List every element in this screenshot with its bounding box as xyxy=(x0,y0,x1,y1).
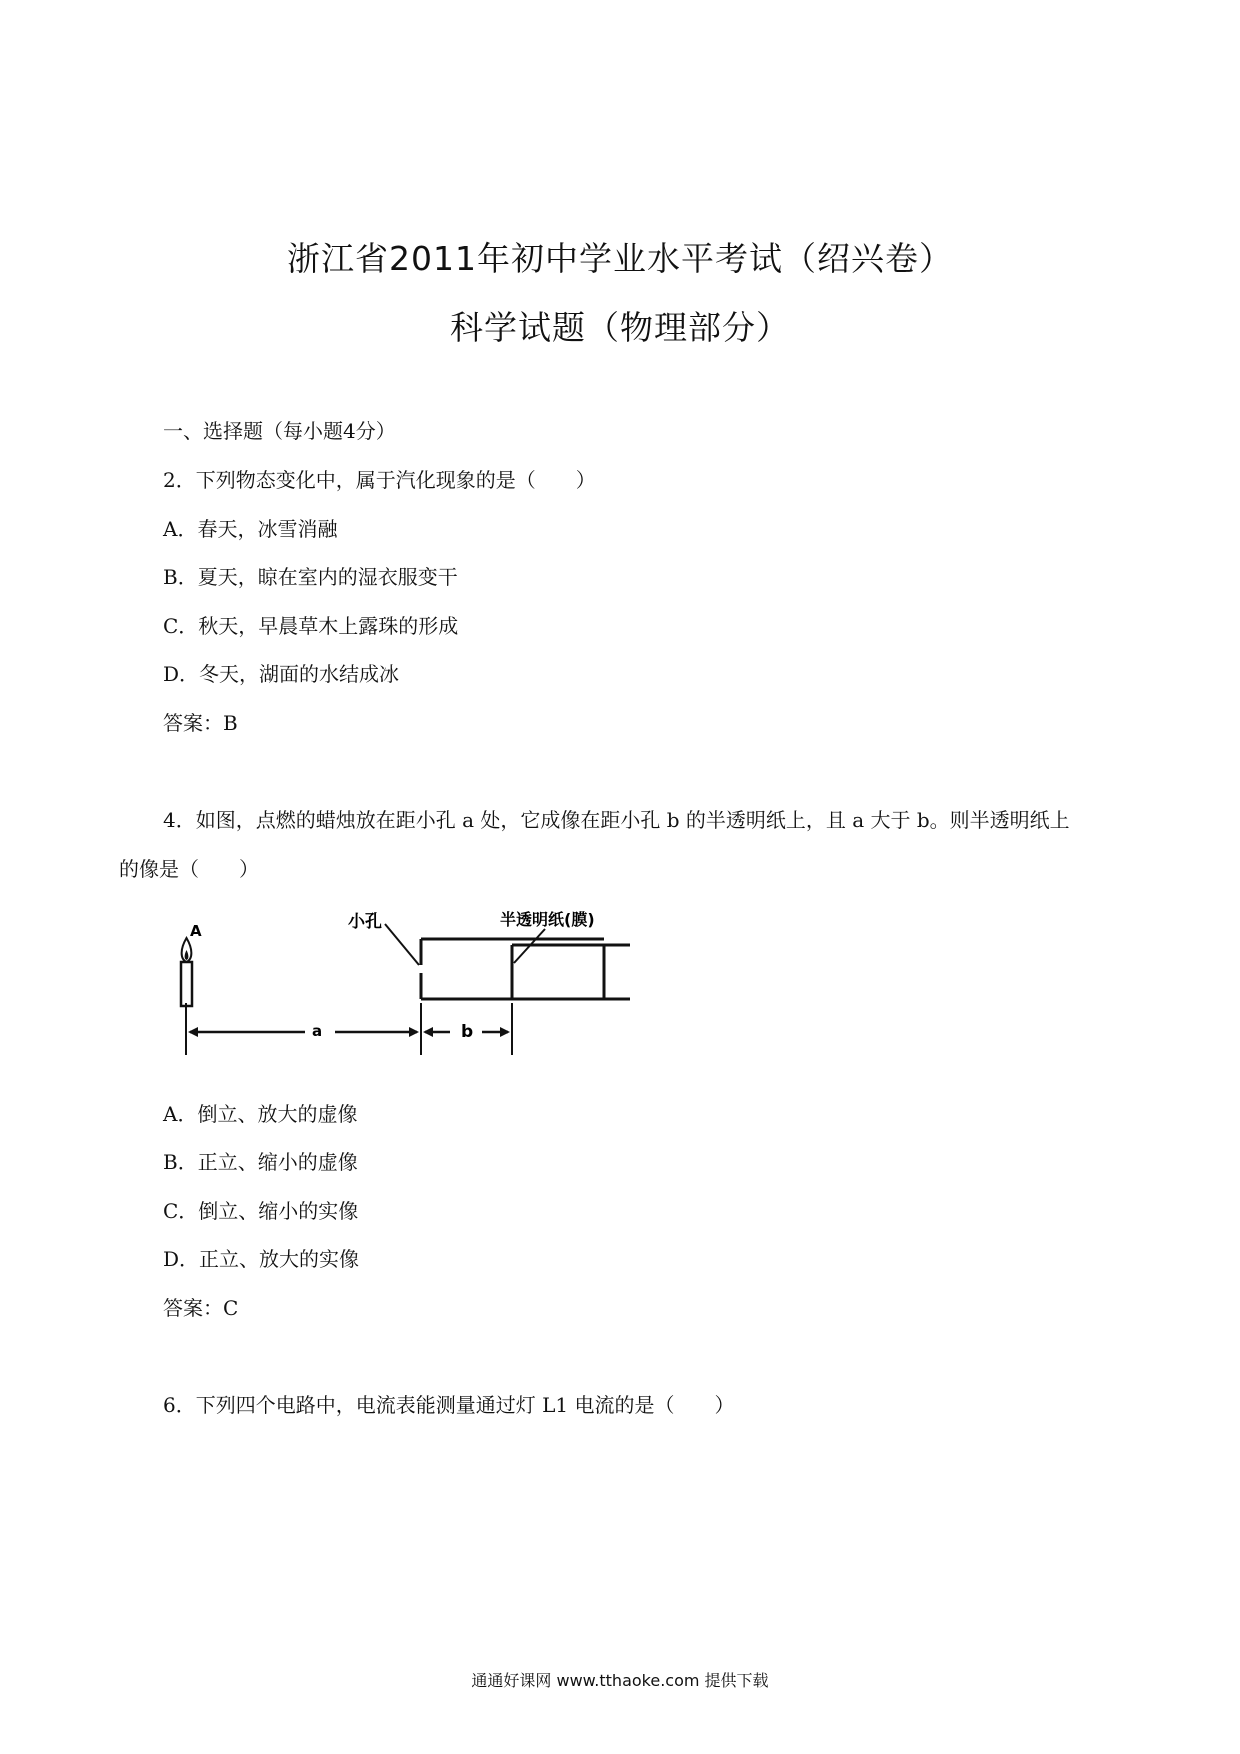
q4-stem-line-2: 的像是（ ） xyxy=(119,857,259,881)
title-line-1: 浙江省2011年初中学业水平考试（绍兴卷） xyxy=(287,239,953,278)
footer: 通通好课网 www.tthaoke.com 提供下载 xyxy=(471,1671,769,1690)
label-hole: 小孔 xyxy=(348,912,382,932)
q6-stem: 6．下列四个电路中，电流表能测量通过灯 L1 电流的是（ ） xyxy=(163,1393,735,1417)
label-screen: 半透明纸(膜) xyxy=(500,910,595,929)
label-b: b xyxy=(461,1022,474,1042)
q4-answer: 答案：C xyxy=(163,1296,239,1320)
label-candle: A xyxy=(190,922,202,940)
q4-option-c: C．倒立、缩小的实像 xyxy=(163,1199,359,1223)
label-a: a xyxy=(312,1022,323,1040)
q2-option-b: B．夏天，晾在室内的湿衣服变干 xyxy=(163,565,458,589)
q2-option-c: C．秋天，早晨草木上露珠的形成 xyxy=(163,614,459,638)
q4-option-a: A．倒立、放大的虚像 xyxy=(163,1102,358,1126)
pinhole-diagram xyxy=(160,905,630,1065)
q4-stem-line-1: 4．如图，点燃的蜡烛放在距小孔 a 处，它成像在距小孔 b 的半透明纸上，且 a 大于 b。则半透明纸上 xyxy=(163,808,1070,832)
section-heading: 一、选择题（每小题4分） xyxy=(163,419,396,443)
q4-option-d: D．正立、放大的实像 xyxy=(163,1247,360,1271)
hole-leader-line xyxy=(385,924,419,965)
title-line-2: 科学试题（物理部分） xyxy=(450,308,790,347)
candle xyxy=(181,938,192,1006)
q2-option-d: D．冬天，湖面的水结成冰 xyxy=(163,662,400,686)
screen-tube xyxy=(512,945,630,999)
q4-option-b: B．正立、缩小的虚像 xyxy=(163,1150,358,1174)
q2-stem: 2．下列物态变化中，属于汽化现象的是（ ） xyxy=(163,468,596,492)
q2-option-a: A．春天，冰雪消融 xyxy=(163,517,338,541)
q2-answer: 答案：B xyxy=(163,711,238,735)
